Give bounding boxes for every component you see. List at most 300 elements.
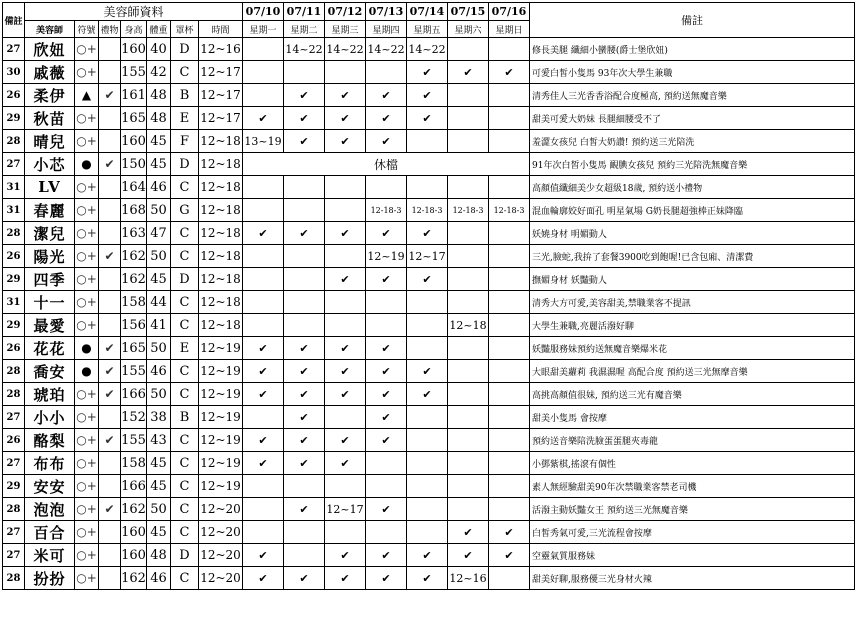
- weight-cell: 46: [147, 360, 171, 383]
- height-cell: 158: [121, 452, 147, 475]
- table-row: [3, 176, 855, 199]
- schedule-cell: 14~22: [366, 38, 407, 61]
- gift-cell: ✔: [99, 337, 121, 360]
- table-row: [3, 268, 855, 291]
- schedule-cell: [284, 475, 325, 498]
- symbol-cell: ○+: [75, 222, 99, 245]
- schedule-cell: ✔: [243, 360, 284, 383]
- cup-cell: C: [171, 61, 199, 84]
- age-cell: 28: [3, 567, 25, 590]
- cup-cell: F: [171, 130, 199, 153]
- height-cell: 150: [121, 153, 147, 176]
- schedule-cell: 12~18: [448, 314, 489, 337]
- remark-cell: 小鄧紫棋,搖滾有個性: [530, 452, 855, 475]
- age-cell: 26: [3, 84, 25, 107]
- cup-cell: E: [171, 107, 199, 130]
- beautician-name: 泡泡: [25, 498, 75, 521]
- time-cell: 12~17: [199, 84, 243, 107]
- gift-cell: [99, 107, 121, 130]
- schedule-cell: ✔: [243, 383, 284, 406]
- schedule-cell: [366, 314, 407, 337]
- weekday-header: 星期五: [407, 21, 448, 38]
- schedule-cell: 12-18-3: [407, 199, 448, 222]
- beautician-name: 安安: [25, 475, 75, 498]
- time-header: 時間: [199, 21, 243, 38]
- schedule-cell: ✔: [366, 544, 407, 567]
- table-row: [3, 521, 855, 544]
- schedule-cell: ✔: [284, 383, 325, 406]
- weight-cell: 45: [147, 521, 171, 544]
- table-row: [3, 314, 855, 337]
- schedule-cell: ✔: [325, 337, 366, 360]
- gift-cell: [99, 314, 121, 337]
- schedule-cell: [284, 199, 325, 222]
- age-cell: 27: [3, 406, 25, 429]
- time-cell: 12~19: [199, 475, 243, 498]
- schedule-table: [2, 2, 855, 590]
- schedule-cell: [325, 314, 366, 337]
- remark-cell: 空靈氣質服務妹: [530, 544, 855, 567]
- schedule-cell: [284, 61, 325, 84]
- schedule-cell: [448, 475, 489, 498]
- symbol-cell: ○+: [75, 61, 99, 84]
- schedule-cell: ✔: [284, 498, 325, 521]
- gift-cell: ✔: [99, 245, 121, 268]
- schedule-cell: [325, 176, 366, 199]
- weekday-header: 星期三: [325, 21, 366, 38]
- schedule-cell: ✔: [366, 567, 407, 590]
- schedule-cell: ✔: [284, 84, 325, 107]
- gift-cell: [99, 222, 121, 245]
- schedule-cell: [284, 521, 325, 544]
- table-row: [3, 222, 855, 245]
- schedule-cell: [243, 268, 284, 291]
- time-cell: 12~18: [199, 176, 243, 199]
- schedule-cell: 12~19: [366, 245, 407, 268]
- schedule-cell: ✔: [407, 84, 448, 107]
- time-cell: 12~18: [199, 314, 243, 337]
- schedule-cell: ✔: [243, 107, 284, 130]
- gift-cell: ✔: [99, 153, 121, 176]
- time-cell: 12~20: [199, 544, 243, 567]
- symbol-cell: ○+: [75, 567, 99, 590]
- schedule-cell: ✔: [366, 268, 407, 291]
- weight-cell: 48: [147, 84, 171, 107]
- height-cell: 152: [121, 406, 147, 429]
- schedule-cell: [489, 406, 530, 429]
- age-cell: 28: [3, 360, 25, 383]
- height-cell: 166: [121, 383, 147, 406]
- schedule-cell: [243, 314, 284, 337]
- schedule-cell: [448, 176, 489, 199]
- schedule-cell: ✔: [284, 107, 325, 130]
- schedule-cell: [489, 291, 530, 314]
- table-row: [3, 107, 855, 130]
- age-cell: 30: [3, 61, 25, 84]
- beautician-name: 晴兒: [25, 130, 75, 153]
- schedule-cell: [448, 84, 489, 107]
- time-cell: 12~18: [199, 268, 243, 291]
- cup-cell: C: [171, 567, 199, 590]
- cup-header: 罩杯: [171, 21, 199, 38]
- schedule-cell: ✔: [325, 222, 366, 245]
- time-cell: 12~18: [199, 130, 243, 153]
- schedule-cell: [448, 452, 489, 475]
- table-row: [3, 544, 855, 567]
- date-header: 07/11: [284, 3, 325, 21]
- beautician-name: 戚薇: [25, 61, 75, 84]
- gift-cell: [99, 199, 121, 222]
- symbol-cell: ○+: [75, 383, 99, 406]
- schedule-cell: [489, 84, 530, 107]
- schedule-cell: ✔: [325, 130, 366, 153]
- schedule-cell: ✔: [448, 544, 489, 567]
- schedule-cell: [407, 314, 448, 337]
- schedule-cell: [407, 291, 448, 314]
- time-cell: 12~20: [199, 498, 243, 521]
- schedule-cell: ✔: [325, 452, 366, 475]
- table-row: [3, 498, 855, 521]
- schedule-cell: ✔: [243, 337, 284, 360]
- table-row: [3, 61, 855, 84]
- schedule-cell: [366, 291, 407, 314]
- schedule-cell: [407, 521, 448, 544]
- table-row: [3, 475, 855, 498]
- weight-cell: 48: [147, 544, 171, 567]
- age-cell: 27: [3, 521, 25, 544]
- date-header: 07/15: [448, 3, 489, 21]
- gift-cell: [99, 176, 121, 199]
- beautician-name: 喬安: [25, 360, 75, 383]
- schedule-cell: ✔: [366, 107, 407, 130]
- age-cell: 27: [3, 38, 25, 61]
- weight-cell: 46: [147, 176, 171, 199]
- symbol-cell: ○+: [75, 498, 99, 521]
- height-cell: 168: [121, 199, 147, 222]
- schedule-cell: [489, 222, 530, 245]
- schedule-cell: 12~17: [407, 245, 448, 268]
- schedule-cell: [489, 130, 530, 153]
- weight-cell: 45: [147, 130, 171, 153]
- cup-cell: C: [171, 452, 199, 475]
- time-cell: 12~17: [199, 107, 243, 130]
- age-cell: 31: [3, 176, 25, 199]
- schedule-cell: [325, 475, 366, 498]
- height-cell: 155: [121, 61, 147, 84]
- time-cell: 12~19: [199, 360, 243, 383]
- schedule-cell: [489, 498, 530, 521]
- schedule-cell: ✔: [284, 567, 325, 590]
- schedule-cell: [407, 337, 448, 360]
- schedule-cell: [448, 337, 489, 360]
- weight-cell: 48: [147, 107, 171, 130]
- table-row: [3, 429, 855, 452]
- gift-cell: [99, 291, 121, 314]
- remark-cell: 羞澀女孩兒 白皙大奶讚! 預約送三光陪洗: [530, 130, 855, 153]
- beautician-name: 花花: [25, 337, 75, 360]
- table-row: [3, 452, 855, 475]
- remark-cell: 修長美腿 纖細小蠻腰(爵士堡欣妞): [530, 38, 855, 61]
- weight-cell: 41: [147, 314, 171, 337]
- beautician-name: 潔兒: [25, 222, 75, 245]
- schedule-cell: [448, 406, 489, 429]
- schedule-cell: ✔: [407, 107, 448, 130]
- schedule-cell: [448, 360, 489, 383]
- weekday-header: 星期日: [489, 21, 530, 38]
- time-cell: 12~18: [199, 153, 243, 176]
- gift-cell: ✔: [99, 84, 121, 107]
- time-cell: 12~18: [199, 222, 243, 245]
- age-cell: 29: [3, 314, 25, 337]
- remark-cell: 91年次白皙小隻馬 靦腆女孩兒 預約三光陪洗無魔音樂: [530, 153, 855, 176]
- date-header: 07/14: [407, 3, 448, 21]
- schedule-cell: [243, 245, 284, 268]
- schedule-cell: [366, 452, 407, 475]
- symbol-cell: ○+: [75, 130, 99, 153]
- cup-cell: D: [171, 153, 199, 176]
- age-cell: 28: [3, 383, 25, 406]
- remark-cell: 甜美好聊,服務優三光身材火辣: [530, 567, 855, 590]
- schedule-cell: ✔: [284, 337, 325, 360]
- remark-cell: 三光,臉蛇,我拚了套餐3900吃到飽喔!已含包廂、清潔費: [530, 245, 855, 268]
- schedule-cell: [284, 291, 325, 314]
- gift-cell: [99, 406, 121, 429]
- schedule-cell: ✔: [284, 452, 325, 475]
- time-cell: 12~19: [199, 429, 243, 452]
- schedule-cell: [407, 176, 448, 199]
- beautician-name: 米可: [25, 544, 75, 567]
- schedule-cell: [448, 291, 489, 314]
- age-header: 備註: [3, 3, 25, 38]
- gift-cell: ✔: [99, 498, 121, 521]
- beautician-name: 十一: [25, 291, 75, 314]
- schedule-cell: [407, 475, 448, 498]
- schedule-cell: ✔: [325, 268, 366, 291]
- remarks-header: 備註: [530, 3, 855, 38]
- schedule-cell: ✔: [407, 360, 448, 383]
- weight-header: 體重: [147, 21, 171, 38]
- time-cell: 12~17: [199, 61, 243, 84]
- remark-cell: 素人無經驗甜美90年次禁職業客禁老司機: [530, 475, 855, 498]
- remark-cell: 清秀大方可愛,美容甜美,禁職業客不提訊: [530, 291, 855, 314]
- symbol-cell: ○+: [75, 107, 99, 130]
- weight-cell: 38: [147, 406, 171, 429]
- schedule-cell: ✔: [407, 222, 448, 245]
- cup-cell: E: [171, 337, 199, 360]
- schedule-cell: ✔: [366, 130, 407, 153]
- symbol-cell: ○+: [75, 314, 99, 337]
- schedule-cell: [489, 107, 530, 130]
- cup-cell: C: [171, 314, 199, 337]
- cup-cell: D: [171, 544, 199, 567]
- beautician-name: 陽光: [25, 245, 75, 268]
- schedule-cell: [489, 245, 530, 268]
- symbol-cell: ○+: [75, 291, 99, 314]
- beautician-name: 四季: [25, 268, 75, 291]
- gift-cell: ✔: [99, 429, 121, 452]
- height-cell: 162: [121, 567, 147, 590]
- beautician-name: 秋苗: [25, 107, 75, 130]
- weekday-header: 星期四: [366, 21, 407, 38]
- time-cell: 12~19: [199, 337, 243, 360]
- gift-cell: [99, 61, 121, 84]
- table-row: [3, 291, 855, 314]
- schedule-cell: ✔: [284, 222, 325, 245]
- table-row: [3, 567, 855, 590]
- schedule-cell: ✔: [243, 222, 284, 245]
- cup-cell: C: [171, 176, 199, 199]
- time-cell: 12~19: [199, 452, 243, 475]
- gift-cell: ✔: [99, 360, 121, 383]
- weight-cell: 46: [147, 567, 171, 590]
- schedule-cell: [448, 38, 489, 61]
- height-cell: 155: [121, 429, 147, 452]
- symbol-cell: ○+: [75, 475, 99, 498]
- table-row: [3, 153, 855, 176]
- age-cell: 27: [3, 452, 25, 475]
- schedule-cell: ✔: [243, 429, 284, 452]
- table-row: [3, 130, 855, 153]
- schedule-cell: 12~16: [448, 567, 489, 590]
- symbol-header: 符號: [75, 21, 99, 38]
- table-row: [3, 337, 855, 360]
- height-cell: 160: [121, 130, 147, 153]
- schedule-cell: 14~22: [407, 38, 448, 61]
- schedule-cell: [325, 406, 366, 429]
- remark-cell: 大學生兼職,亮麗活潑好聊: [530, 314, 855, 337]
- beautician-name: 小小: [25, 406, 75, 429]
- schedule-cell: ✔: [243, 544, 284, 567]
- beautician-header: 美容師: [25, 21, 75, 38]
- schedule-cell: [489, 567, 530, 590]
- height-cell: 166: [121, 475, 147, 498]
- schedule-cell: [448, 245, 489, 268]
- beautician-name: LV: [25, 176, 75, 199]
- schedule-cell: [325, 245, 366, 268]
- time-cell: 12~19: [199, 406, 243, 429]
- schedule-cell: [284, 245, 325, 268]
- gift-cell: [99, 475, 121, 498]
- schedule-cell: [448, 130, 489, 153]
- schedule-cell: [325, 521, 366, 544]
- table-row: [3, 406, 855, 429]
- remark-cell: 甜美小隻馬 會按摩: [530, 406, 855, 429]
- remark-cell: 妖嬈身材 明媚動人: [530, 222, 855, 245]
- table-row: [3, 360, 855, 383]
- schedule-cell: [325, 291, 366, 314]
- cup-cell: C: [171, 521, 199, 544]
- time-cell: 12~20: [199, 567, 243, 590]
- schedule-cell: [284, 314, 325, 337]
- weight-cell: 47: [147, 222, 171, 245]
- schedule-cell: ✔: [489, 544, 530, 567]
- table-row: [3, 38, 855, 61]
- cup-cell: C: [171, 291, 199, 314]
- remark-cell: 甜美可愛大奶妹 長腿細腰受不了: [530, 107, 855, 130]
- schedule-cell: ✔: [325, 544, 366, 567]
- height-cell: 163: [121, 222, 147, 245]
- schedule-cell: ✔: [366, 383, 407, 406]
- schedule-cell: 14~22: [284, 38, 325, 61]
- symbol-cell: ○+: [75, 268, 99, 291]
- schedule-cell: [325, 199, 366, 222]
- beautician-info-header: 美容師資料: [25, 3, 243, 21]
- age-cell: 28: [3, 130, 25, 153]
- schedule-cell: [489, 268, 530, 291]
- height-header: 身高: [121, 21, 147, 38]
- symbol-cell: ○+: [75, 199, 99, 222]
- beautician-name: 春麗: [25, 199, 75, 222]
- age-cell: 29: [3, 475, 25, 498]
- weight-cell: 45: [147, 475, 171, 498]
- cup-cell: C: [171, 429, 199, 452]
- schedule-cell: [243, 521, 284, 544]
- schedule-cell: [243, 84, 284, 107]
- schedule-cell: ✔: [284, 360, 325, 383]
- schedule-cell: [448, 222, 489, 245]
- schedule-cell: ✔: [489, 61, 530, 84]
- symbol-cell: ○+: [75, 521, 99, 544]
- time-cell: 12~16: [199, 38, 243, 61]
- schedule-cell: 12-18-3: [366, 199, 407, 222]
- schedule-cell: 14~22: [325, 38, 366, 61]
- schedule-cell: [448, 268, 489, 291]
- date-header: 07/10: [243, 3, 284, 21]
- height-cell: 161: [121, 84, 147, 107]
- cup-cell: C: [171, 498, 199, 521]
- age-cell: 26: [3, 245, 25, 268]
- schedule-cell: ✔: [407, 61, 448, 84]
- cup-cell: D: [171, 268, 199, 291]
- age-cell: 31: [3, 199, 25, 222]
- schedule-cell: [243, 475, 284, 498]
- weight-cell: 45: [147, 268, 171, 291]
- age-cell: 29: [3, 107, 25, 130]
- gift-cell: ✔: [99, 383, 121, 406]
- height-cell: 160: [121, 38, 147, 61]
- gift-cell: [99, 544, 121, 567]
- weekday-header: 星期二: [284, 21, 325, 38]
- schedule-cell: ✔: [366, 406, 407, 429]
- weight-cell: 43: [147, 429, 171, 452]
- height-cell: 155: [121, 360, 147, 383]
- schedule-cell: ✔: [366, 84, 407, 107]
- height-cell: 162: [121, 498, 147, 521]
- weight-cell: 45: [147, 153, 171, 176]
- schedule-cell: ✔: [448, 61, 489, 84]
- schedule-cell: ✔: [325, 429, 366, 452]
- schedule-cell: [489, 360, 530, 383]
- schedule-cell: [243, 498, 284, 521]
- schedule-cell: ✔: [407, 544, 448, 567]
- beautician-name: 欣妞: [25, 38, 75, 61]
- symbol-cell: ○+: [75, 176, 99, 199]
- schedule-cell: [243, 199, 284, 222]
- schedule-cell: [284, 268, 325, 291]
- schedule-cell: [407, 406, 448, 429]
- beautician-name: 小芯: [25, 153, 75, 176]
- schedule-cell: ✔: [325, 567, 366, 590]
- schedule-cell: ✔: [366, 360, 407, 383]
- schedule-cell: [489, 38, 530, 61]
- schedule-cell: [448, 429, 489, 452]
- weight-cell: 50: [147, 337, 171, 360]
- schedule-cell: [325, 61, 366, 84]
- symbol-cell: ○+: [75, 429, 99, 452]
- height-cell: 162: [121, 268, 147, 291]
- schedule-cell: [407, 452, 448, 475]
- weight-cell: 45: [147, 452, 171, 475]
